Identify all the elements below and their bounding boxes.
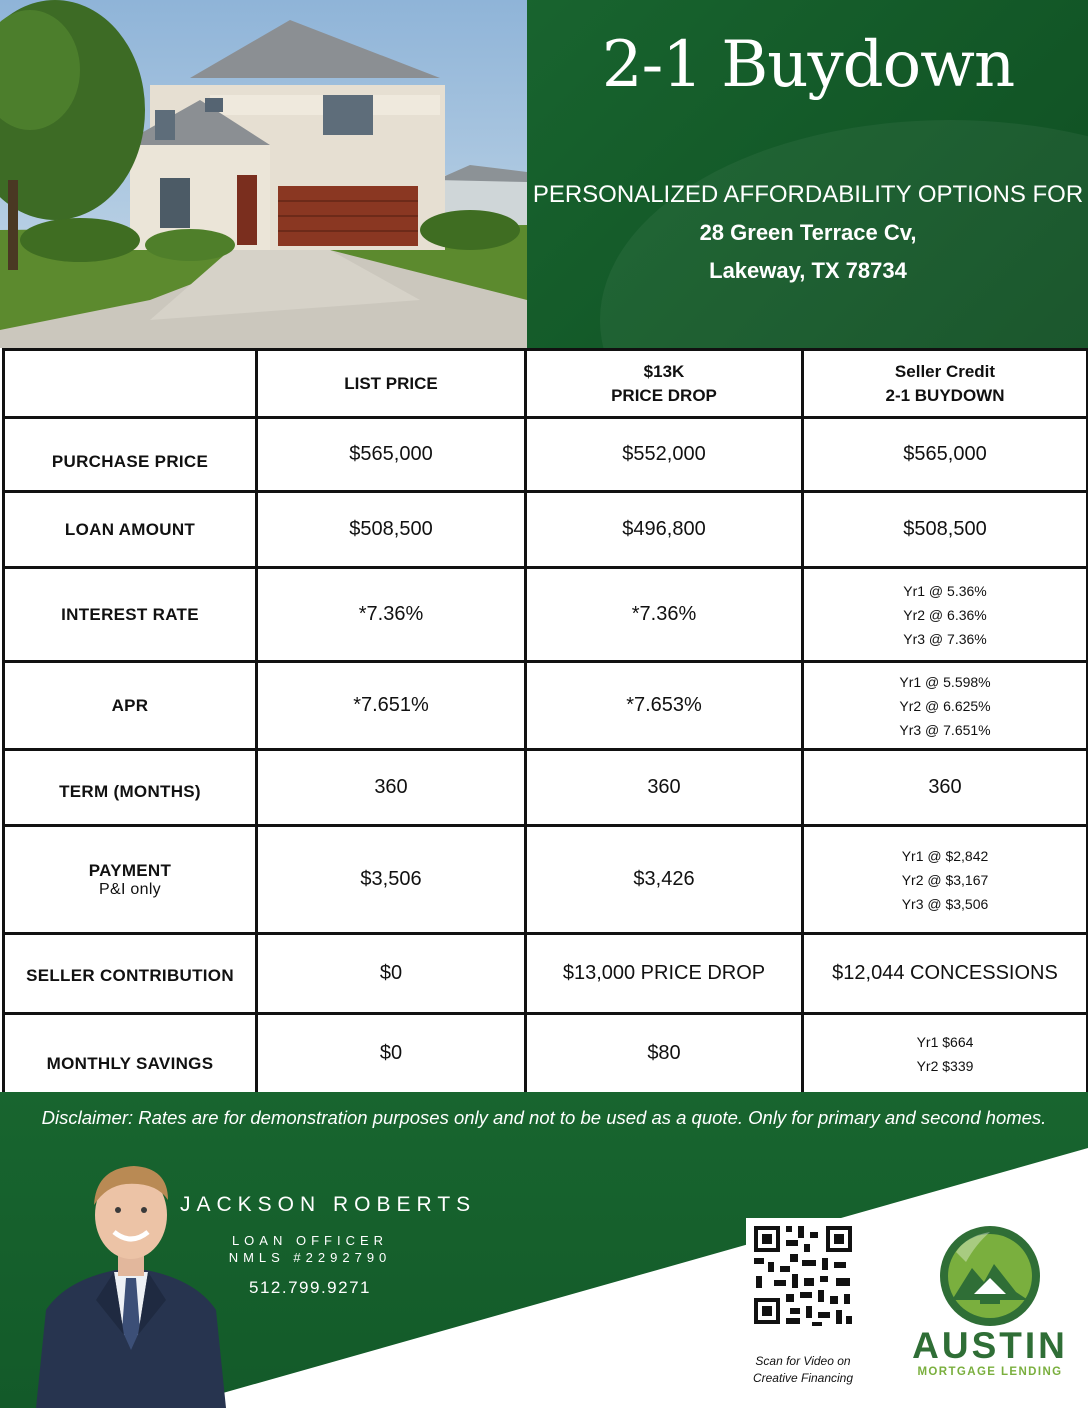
year-value: Yr2 @ $3,167 (901, 871, 989, 888)
column-header-seller-credit (803, 350, 1088, 418)
cell-seller-credit: $12,044 CONCESSIONS (803, 934, 1088, 1014)
column-header-line1: Seller Credit (894, 361, 996, 381)
cell-list-price: $3,506 (257, 826, 526, 934)
year-value: Yr3 @ 7.651% (899, 721, 991, 738)
cell-list-price: $508,500 (257, 492, 526, 568)
cell-seller-credit (803, 1014, 1088, 1094)
column-header-line2: PRICE DROP (611, 385, 717, 405)
cell-price-drop: $496,800 (526, 492, 803, 568)
table-row (4, 826, 1088, 934)
cell-seller-credit (803, 826, 1088, 934)
year-value: Yr1 @ $2,842 (901, 847, 989, 864)
disclaimer: Disclaimer: Rates are for demonstration purposes only and not to be used as a quote. Only for primary and second homes. (41, 1107, 1047, 1128)
table-header-row (4, 350, 1088, 418)
agent-name: JACKSON ROBERTS (180, 1193, 477, 1216)
column-header-price-drop (526, 350, 803, 418)
address-line2: Lakeway, TX 78734 (709, 258, 907, 283)
header-empty-cell (4, 350, 257, 418)
qr-caption-line2: Creative Financing (752, 1371, 854, 1385)
agent-phone[interactable]: 512.799.9271 (249, 1278, 371, 1297)
cell-seller-credit: $508,500 (803, 492, 1088, 568)
row-label-term: TERM (MONTHS) (4, 750, 257, 826)
payment-sublabel: P&I only (99, 880, 161, 898)
qr-caption-line1: Scan for Video on (755, 1354, 851, 1368)
row-label-apr: APR (4, 662, 257, 750)
cell-price-drop: $552,000 (526, 418, 803, 492)
table-row (4, 568, 1088, 662)
column-header-line2: 2-1 BUYDOWN (885, 385, 1005, 405)
cell-list-price: *7.651% (257, 662, 526, 750)
year-value: Yr1 @ 5.36% (903, 582, 987, 599)
cell-seller-credit: $565,000 (803, 418, 1088, 492)
column-header-line1: $13K (643, 361, 685, 381)
cell-price-drop: $80 (526, 1014, 803, 1094)
cell-list-price: *7.36% (257, 568, 526, 662)
qr-caption (738, 1353, 868, 1387)
comparison-table (2, 348, 1088, 1095)
row-label-monthly-savings: MONTHLY SAVINGS (4, 1014, 257, 1094)
agent-title: LOAN OFFICER (231, 1233, 389, 1248)
table-row (4, 1014, 1088, 1094)
year-value: Yr2 $339 (916, 1057, 974, 1074)
year-value: Yr2 @ 6.36% (903, 606, 987, 623)
year-value: Yr3 @ $3,506 (901, 895, 989, 912)
subtitle: PERSONALIZED AFFORDABILITY OPTIONS FOR (532, 181, 1084, 208)
header-subtitle-block (528, 176, 1088, 290)
table-row (4, 934, 1088, 1014)
year-value: Yr1 $664 (916, 1033, 974, 1050)
column-header-list-price (257, 350, 526, 418)
year-value: Yr2 @ 6.625% (899, 697, 991, 714)
page-title: 2-1 Buydown (601, 28, 1015, 102)
cell-list-price: $0 (257, 934, 526, 1014)
cell-list-price: $0 (257, 1014, 526, 1094)
brand-name: AUSTIN (912, 1325, 1068, 1366)
cell-price-drop: $13,000 PRICE DROP (526, 934, 803, 1014)
address-line1: 28 Green Terrace Cv, (699, 220, 917, 245)
cell-price-drop: *7.653% (526, 662, 803, 750)
cell-price-drop: $3,426 (526, 826, 803, 934)
cell-seller-credit: 360 (803, 750, 1088, 826)
qr-code[interactable] (746, 1218, 860, 1332)
row-label-loan-amount: LOAN AMOUNT (4, 492, 257, 568)
table-row (4, 662, 1088, 750)
austin-logo-icon (936, 1222, 1044, 1330)
payment-label: PAYMENT (88, 860, 172, 880)
table-row (4, 492, 1088, 568)
agent-nmls: NMLS #2292790 (228, 1250, 392, 1265)
cell-list-price: $565,000 (257, 418, 526, 492)
cell-price-drop: 360 (526, 750, 803, 826)
cell-list-price: 360 (257, 750, 526, 826)
column-header-text: LIST PRICE (344, 373, 438, 393)
cell-seller-credit (803, 662, 1088, 750)
row-label-interest-rate: INTEREST RATE (4, 568, 257, 662)
row-label-seller-contribution: SELLER CONTRIBUTION (4, 934, 257, 1014)
row-label-payment (4, 826, 257, 934)
table-row (4, 418, 1088, 492)
row-label-purchase-price: PURCHASE PRICE (4, 418, 257, 492)
brand-tagline: MORTGAGE LENDING (917, 1366, 1063, 1378)
year-value: Yr1 @ 5.598% (899, 673, 991, 690)
table-row (4, 750, 1088, 826)
cell-seller-credit (803, 568, 1088, 662)
cell-price-drop: *7.36% (526, 568, 803, 662)
year-value: Yr3 @ 7.36% (903, 630, 987, 647)
house-photo (0, 0, 527, 348)
